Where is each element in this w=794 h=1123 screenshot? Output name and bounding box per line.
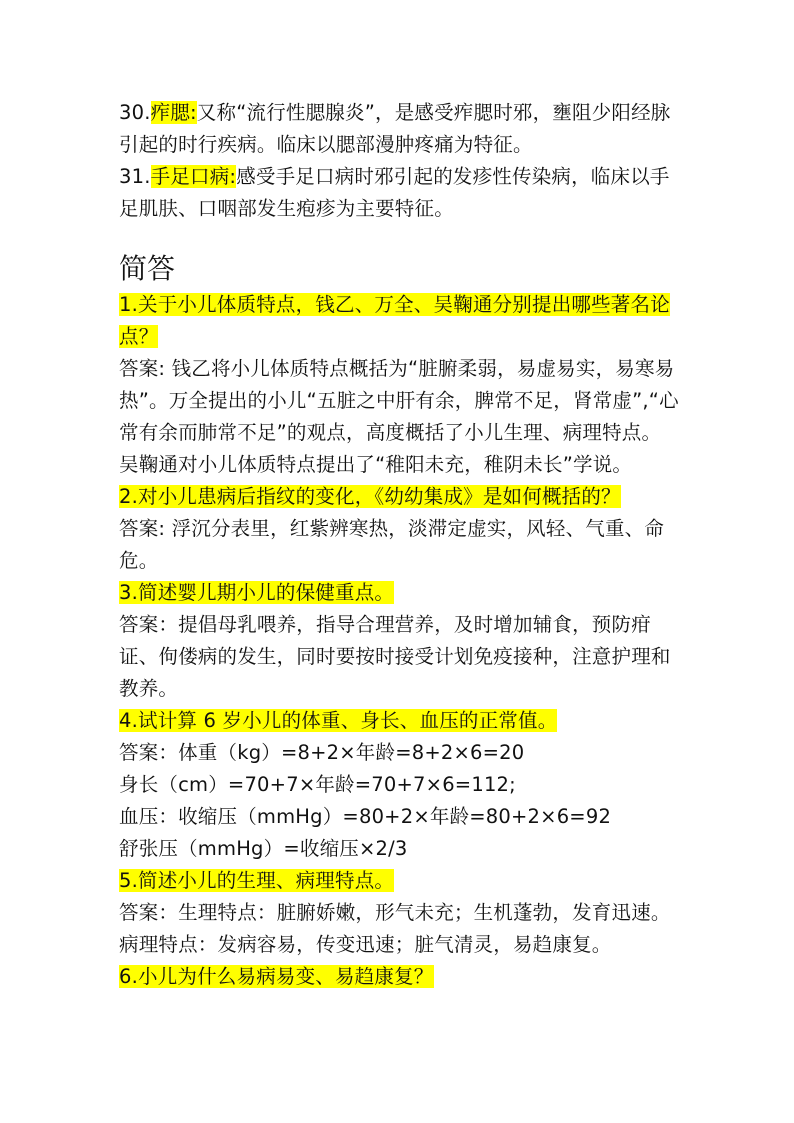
answer-1: 答案: 钱乙将小儿体质特点概括为“脏腑柔弱，易虚易实，易寒易热”。万全提出的小儿“五脏之中肝有余，脾常不足，肾常虚”,“心常有余而肺常不足”的观点，高度概括了小儿生理、病理特点。吴鞠通对小儿体质特点提出了“稚阳未充，稚阴未长”学说。	[119, 357, 679, 476]
question-1-text: 1.关于小儿体质特点，钱乙、万全、吴鞠通分别提出哪些著名论点？	[119, 293, 670, 348]
question-2-text: 2.对小儿患病后指纹的变化，《幼幼集成》是如何概括的？	[119, 485, 621, 508]
question-4	[119, 705, 679, 737]
term-31	[119, 161, 679, 225]
question-3-text: 3.简述婴儿期小儿的保健重点。	[119, 581, 395, 604]
term-31-name: 手足口病:	[150, 165, 237, 188]
answer-5: 答案：生理特点：脏腑娇嫩，形气未充；生机蓬勃，发育迅速。病理特点：发病容易，传变迅速；脏气清灵，易趋康复。	[119, 901, 671, 956]
term-31-number: 31.	[119, 165, 151, 188]
answer-4-line-3: 血压：收缩压（mmHg）=80+2×年龄=80+2×6=92	[119, 805, 612, 828]
term-30-number: 30.	[119, 101, 151, 124]
term-31-definition: 感受手足口病时邪引起的发疹性传染病，临床以手足肌肤、口咽部发生疱疹为主要特征。	[119, 165, 670, 220]
question-5-text: 5.简述小儿的生理、病理特点。	[119, 869, 395, 892]
answer-2: 答案: 浮沉分表里，红紫辨寒热，淡滞定虚实，风轻、气重、命危。	[119, 517, 665, 572]
question-6	[119, 961, 679, 993]
answer-4-line-1: 答案：体重（kg）=8+2×年龄=8+2×6=20	[119, 741, 525, 764]
question-4-text: 4.试计算 6 岁小儿的体重、身长、血压的正常值。	[119, 709, 558, 732]
question-5	[119, 865, 679, 897]
term-30-name: 痄腮:	[150, 101, 197, 124]
question-6-text: 6.小儿为什么易病易变、易趋康复？	[119, 965, 434, 988]
question-3	[119, 577, 679, 609]
term-30	[119, 97, 679, 161]
question-2	[119, 481, 679, 513]
term-30-definition: 又称“流行性腮腺炎”，是感受痄腮时邪，壅阻少阳经脉引起的时行疾病。临床以腮部漫肿疼痛为特征。	[119, 101, 671, 156]
question-1	[119, 289, 679, 353]
section-heading: 简答	[119, 252, 176, 285]
document-content	[119, 97, 679, 993]
answer-4-line-4: 舒张压（mmHg）=收缩压×2/3	[119, 837, 408, 860]
answer-3: 答案：提倡母乳喂养，指导合理营养，及时增加辅食，预防疳证、佝偻病的发生，同时要按时接受计划免疫接种，注意护理和教养。	[119, 613, 671, 700]
answer-4-line-2: 身长（cm）=70+7×年龄=70+7×6=112;	[119, 773, 516, 796]
